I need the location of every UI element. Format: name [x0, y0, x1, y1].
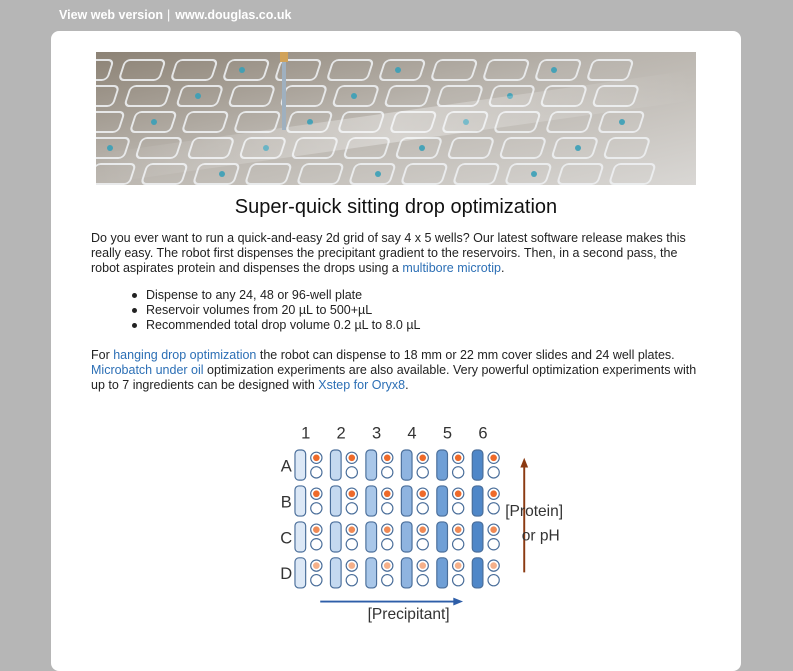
headline: Super-quick sitting drop optimization: [234, 196, 558, 218]
reservoir-A5: [437, 450, 448, 480]
empty-well-D5: [453, 575, 464, 586]
drop-B2: [348, 490, 355, 497]
reservoir-D6: [472, 558, 483, 588]
precipitant-axis-label: [Precipitant]: [367, 606, 450, 624]
reservoir-B1: [295, 486, 306, 516]
drop-C4: [419, 526, 426, 533]
options-text-4: .: [405, 378, 409, 392]
list-item: Dispense to any 24, 48 or 96-well plate: [146, 288, 421, 303]
drop-A4: [419, 454, 426, 461]
empty-well-B5: [453, 503, 464, 514]
topbar-separator: |: [166, 8, 171, 22]
column-label-6: 6: [478, 424, 488, 443]
drop-D2: [348, 562, 355, 569]
empty-well-A5: [453, 467, 464, 478]
reservoir-C2: [330, 522, 341, 552]
column-label-3: 3: [371, 424, 382, 443]
empty-well-C1: [311, 539, 322, 550]
drop-B3: [384, 490, 391, 497]
row-label-C: C: [280, 529, 293, 548]
options-text-2: the robot can dispense to 18 mm or 22 mm cover slides and 24 well plates.: [256, 348, 675, 362]
reservoir-B5: [437, 486, 448, 516]
site-link[interactable]: www.douglas.co.uk: [175, 8, 292, 22]
empty-well-C5: [453, 539, 464, 550]
column-label-5: 5: [442, 424, 453, 443]
protein-arrow-head: [520, 458, 528, 468]
row-label-D: D: [280, 565, 293, 584]
protein-axis-label: [Protein]: [505, 503, 564, 521]
column-label-4: 4: [407, 424, 417, 443]
row-label-A: A: [280, 457, 292, 476]
reservoir-B3: [366, 486, 377, 516]
reservoir-D5: [437, 558, 448, 588]
intro-text: Do you ever want to run a quick-and-easy 2d grid of say 4 x 5 wells? Our latest software release makes this really easy. The robot first dispenses the precipitant gradient to the reservoirs. Then, in a second pass, the robot aspirates protein and dispenses the drops using a: [91, 231, 686, 275]
options-text-1: For: [91, 348, 114, 362]
drop-A5: [455, 454, 462, 461]
email-card: [51, 31, 741, 671]
empty-well-C3: [382, 539, 393, 550]
empty-well-A4: [417, 467, 428, 478]
empty-well-C2: [346, 539, 357, 550]
reservoir-B2: [330, 486, 341, 516]
reservoir-C3: [366, 522, 377, 552]
empty-well-B4: [417, 503, 428, 514]
drop-A1: [313, 454, 320, 461]
reservoir-C6: [472, 522, 483, 552]
drop-A6: [490, 454, 497, 461]
empty-well-D1: [311, 575, 322, 586]
hero-image[interactable]: [96, 52, 696, 185]
drop-A2: [348, 454, 355, 461]
drop-C2: [348, 526, 355, 533]
ph-axis-label: or pH: [521, 527, 560, 545]
options-text-3: optimization experiments are also available. Very powerful optimization experiments with up to 7 ingredients can be designed with: [91, 363, 697, 392]
reservoir-C1: [295, 522, 306, 552]
top-bar: [59, 8, 291, 22]
reservoir-D3: [366, 558, 377, 588]
drop-D1: [313, 562, 320, 569]
drop-C1: [313, 526, 320, 533]
drop-D4: [419, 562, 426, 569]
empty-well-B2: [346, 503, 357, 514]
list-item: Recommended total drop volume 0.2 µL to 8.0 µL: [146, 318, 421, 332]
row-label-B: B: [280, 493, 292, 512]
reservoir-A2: [330, 450, 341, 480]
list-item: Reservoir volumes from 20 µL to 500+µL: [146, 303, 421, 318]
drop-D5: [455, 562, 462, 569]
drop-A3: [384, 454, 391, 461]
hanging-drop-link[interactable]: hanging drop optimization: [113, 348, 257, 362]
reservoir-A1: [295, 450, 306, 480]
intro-paragraph: [91, 231, 706, 276]
column-label-2: 2: [336, 424, 346, 443]
reservoir-D4: [401, 558, 412, 588]
reservoir-A3: [366, 450, 377, 480]
empty-well-A2: [346, 467, 357, 478]
empty-well-B3: [382, 503, 393, 514]
drop-C5: [455, 526, 462, 533]
xstep-link[interactable]: Xstep for Oryx8: [318, 378, 406, 392]
crystallization-plate-photo: [96, 52, 696, 185]
microbatch-link[interactable]: Microbatch under oil: [91, 363, 204, 377]
drop-B6: [490, 490, 497, 497]
drop-B4: [419, 490, 426, 497]
empty-well-A1: [311, 467, 322, 478]
reservoir-C4: [401, 522, 412, 552]
empty-well-D2: [346, 575, 357, 586]
view-web-version-link[interactable]: View web version: [59, 8, 163, 22]
multibore-microtip-link[interactable]: multibore microtip: [402, 261, 501, 275]
empty-well-C4: [417, 539, 428, 550]
reservoir-B6: [472, 486, 483, 516]
drop-D6: [490, 562, 497, 569]
drop-D3: [384, 562, 391, 569]
intro-tail: .: [500, 261, 505, 275]
empty-well-C6: [488, 539, 499, 550]
reservoir-C5: [437, 522, 448, 552]
reservoir-D1: [295, 558, 306, 588]
drop-C3: [384, 526, 391, 533]
drop-B1: [313, 490, 320, 497]
empty-well-D6: [488, 575, 499, 586]
feature-list: [146, 288, 421, 333]
precipitant-arrow-head: [453, 598, 463, 606]
empty-well-A3: [382, 467, 393, 478]
plate-diagram: [226, 411, 566, 626]
column-label-1: 1: [301, 424, 311, 443]
reservoir-A6: [472, 450, 483, 480]
empty-well-B1: [311, 503, 322, 514]
drop-C6: [490, 526, 497, 533]
empty-well-A6: [488, 467, 499, 478]
empty-well-D4: [417, 575, 428, 586]
empty-well-D3: [382, 575, 393, 586]
plate-diagram-svg: [226, 411, 566, 626]
drop-B5: [455, 490, 462, 497]
reservoir-B4: [401, 486, 412, 516]
options-paragraph: [91, 348, 706, 393]
reservoir-A4: [401, 450, 412, 480]
reservoir-D2: [330, 558, 341, 588]
empty-well-B6: [488, 503, 499, 514]
